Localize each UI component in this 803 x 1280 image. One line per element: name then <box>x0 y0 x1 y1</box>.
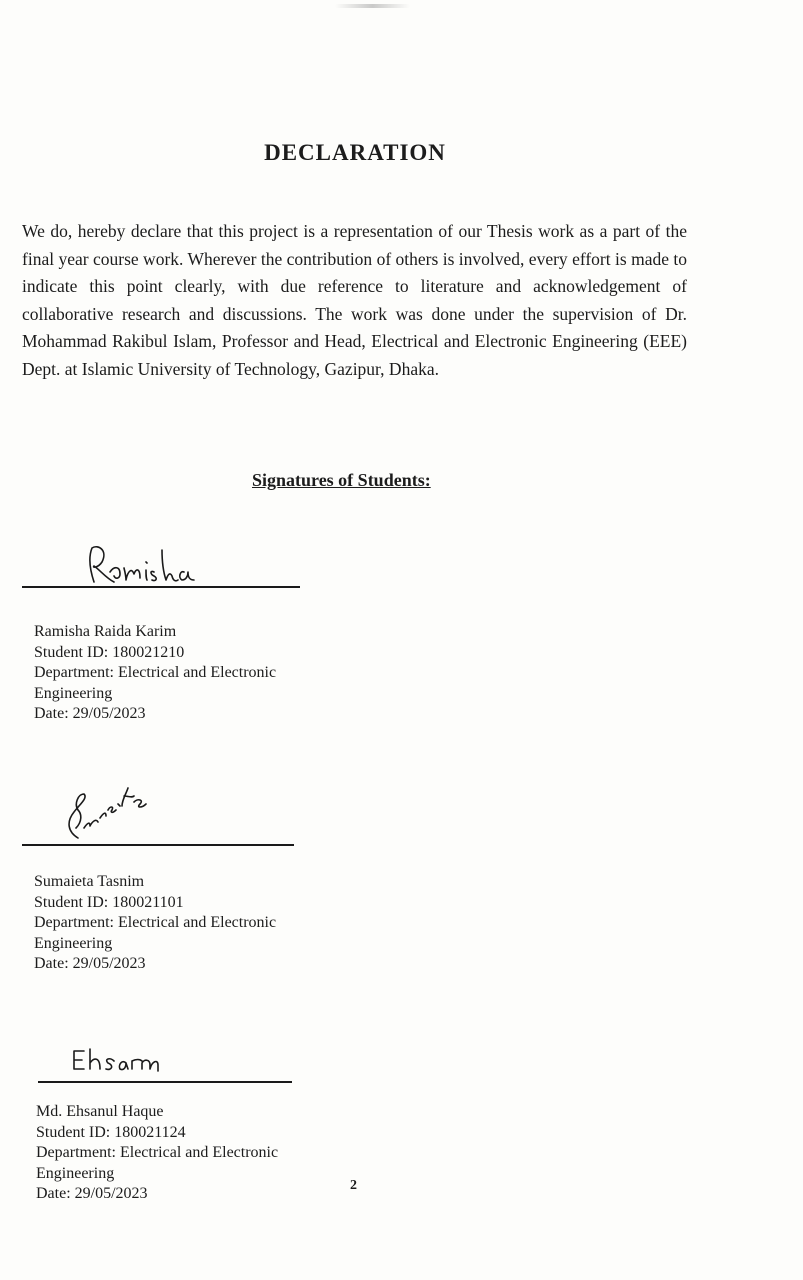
handwritten-signature-ramisha <box>80 540 200 590</box>
student-name: Sumaieta Tasnim <box>34 873 145 890</box>
student-info-block <box>34 872 314 975</box>
student-id: Student ID: 180021124 <box>36 1123 186 1141</box>
signatures-heading: Signatures of Students: <box>252 470 431 490</box>
page-number: 2 <box>350 1178 357 1193</box>
signature-ehsan <box>70 1045 170 1075</box>
signature-sumaieta <box>60 782 160 842</box>
student-id: Student ID: 180021101 <box>34 893 184 911</box>
student-info-block <box>36 1102 316 1205</box>
handwritten-signature-sumaieta <box>60 782 160 842</box>
scan-artifact <box>335 4 410 8</box>
student-department: Department: Electrical and Electronic <box>36 1144 279 1161</box>
signature-line <box>38 1081 292 1083</box>
student-date: Date: 29/05/2023 <box>36 1185 148 1202</box>
student-name: Md. Ehsanul Haque <box>36 1103 164 1120</box>
student-department: Department: Electrical and Electronic <box>34 914 277 931</box>
signature-ramisha <box>80 540 200 590</box>
student-department-cont: Engineering <box>34 684 113 702</box>
handwritten-signature-ehsan <box>70 1045 170 1075</box>
student-id: Student ID: 180021210 <box>34 643 185 661</box>
student-date: Date: 29/05/2023 <box>34 955 146 972</box>
student-department-cont: Engineering <box>34 934 113 952</box>
declaration-paragraph: We do, hereby declare that this project is a representation of our Thesis work as a part of the final year course work. Wherever the contribution of others is involved, every effort is made to indicate this point clearly, with due reference to literature and acknowledgement of collaborative research and discussions. The work was done under the supervision of Dr. Mohammad Rakibul Islam, Professor and Head, Electrical and Electronic Engineering (EEE) Dept. at Islamic University of Technology, Gazipur, Dhaka. <box>22 221 687 379</box>
student-department: Department: Electrical and Electronic <box>34 664 277 681</box>
student-info-block <box>34 622 314 725</box>
student-department-cont: Engineering <box>36 1164 115 1182</box>
page-title: DECLARATION <box>264 140 446 165</box>
student-name: Ramisha Raida Karim <box>34 623 177 640</box>
signature-line <box>22 586 300 588</box>
signature-line <box>22 844 294 846</box>
student-date: Date: 29/05/2023 <box>34 705 146 722</box>
